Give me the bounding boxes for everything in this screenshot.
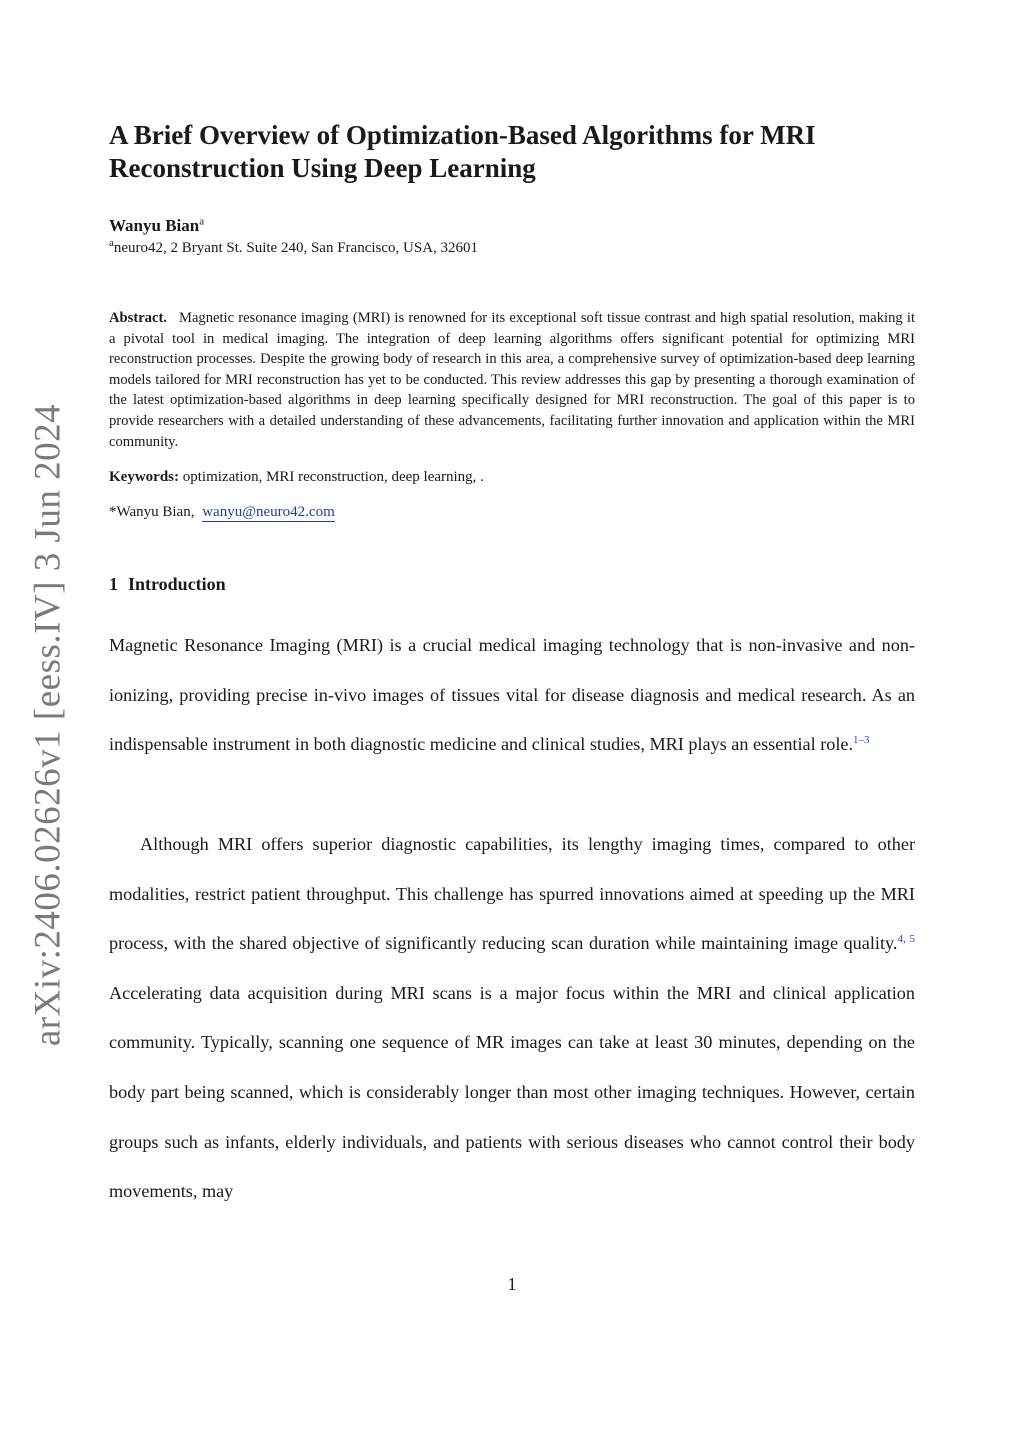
paragraph-1-text: Magnetic Resonance Imaging (MRI) is a crucial medical imaging technology that is non-invasive and non-ionizing, providing precise in-vivo images of tissues vital for disease diagnosis and medical research. As an indispensable instrument in both diagnostic medicine and clinical studies, MRI plays an essential role. [109,635,915,755]
section-heading-introduction [109,574,226,595]
affiliation-text: neuro42, 2 Bryant St. Suite 240, San Francisco, USA, 32601 [113,240,479,256]
email-link[interactable]: wanyu@neuro42.com [202,504,335,520]
affiliation-marker: a [109,237,114,249]
citation-link[interactable]: 4, 5 [897,933,916,946]
paragraph-2-text-b: Accelerating data acquisition during MRI scans is a major focus within the MRI and clinical application community. Typically, scanning one sequence of MR images can take at least 30 minutes, depending on the body part being scanned, which is considerably longer than most other imaging techniques. However, certain groups such as infants, elderly individuals, and patients with serious diseases who cannot control their body movements, may [109,982,915,1202]
paper-title [109,119,929,185]
corresponding-author [109,504,335,521]
abstract-label: Abstract. [109,310,167,326]
keywords [109,469,484,486]
section-title: Introduction [128,574,226,594]
abstract-text: Magnetic resonance imaging (MRI) is renowned for its exceptional soft tissue contrast and high spatial resolution, making it a pivotal tool in medical imaging. The integration of deep learning algorithms offers significant potential for optimizing MRI reconstruction processes. Despite the growing body of research in this area, a comprehensive survey of optimization-based deep learning models tailored for MRI reconstruction has yet to be conducted. This review addresses this gap by presenting a thorough examination of the latest optimization-based algorithms in deep learning specifically designed for MRI reconstruction. The goal of this paper is to provide researchers with a detailed understanding of these advancements, facilitating further innovation and application within the MRI community. [109,310,915,450]
citation-link[interactable]: 1–3 [853,734,870,747]
keywords-label: Keywords: [109,469,179,485]
paragraph-2-text-a: Although MRI offers superior diagnostic capabilities, its lengthy imaging times, compared to other modalities, restrict patient throughput. This challenge has spurred innovations aimed at speeding up the MRI process, with the shared objective of significantly reducing scan duration while maintaining image quality. [109,834,915,954]
paper-title-line-1: A Brief Overview of Optimization-Based Algorithms for MRI [109,120,816,150]
paper-title-line-2: Reconstruction Using Deep Learning [109,153,536,183]
keywords-text: optimization, MRI reconstruction, deep learning, . [182,469,484,485]
abstract [109,308,915,452]
author-line [109,216,204,236]
intro-paragraph-2 [109,820,915,1217]
author-name: Wanyu Bian [109,216,200,235]
author-affiliation-marker: a [199,215,205,228]
page-number: 1 [507,1274,517,1294]
section-number: 1 [109,574,118,594]
arxiv-identifier-stamp: arXiv:2406.02626v1 [eess.IV] 3 Jun 2024 [27,403,69,1047]
affiliation [109,237,479,257]
corresponding-author-name: *Wanyu Bian, [109,504,195,520]
intro-paragraph-1 [109,621,915,770]
